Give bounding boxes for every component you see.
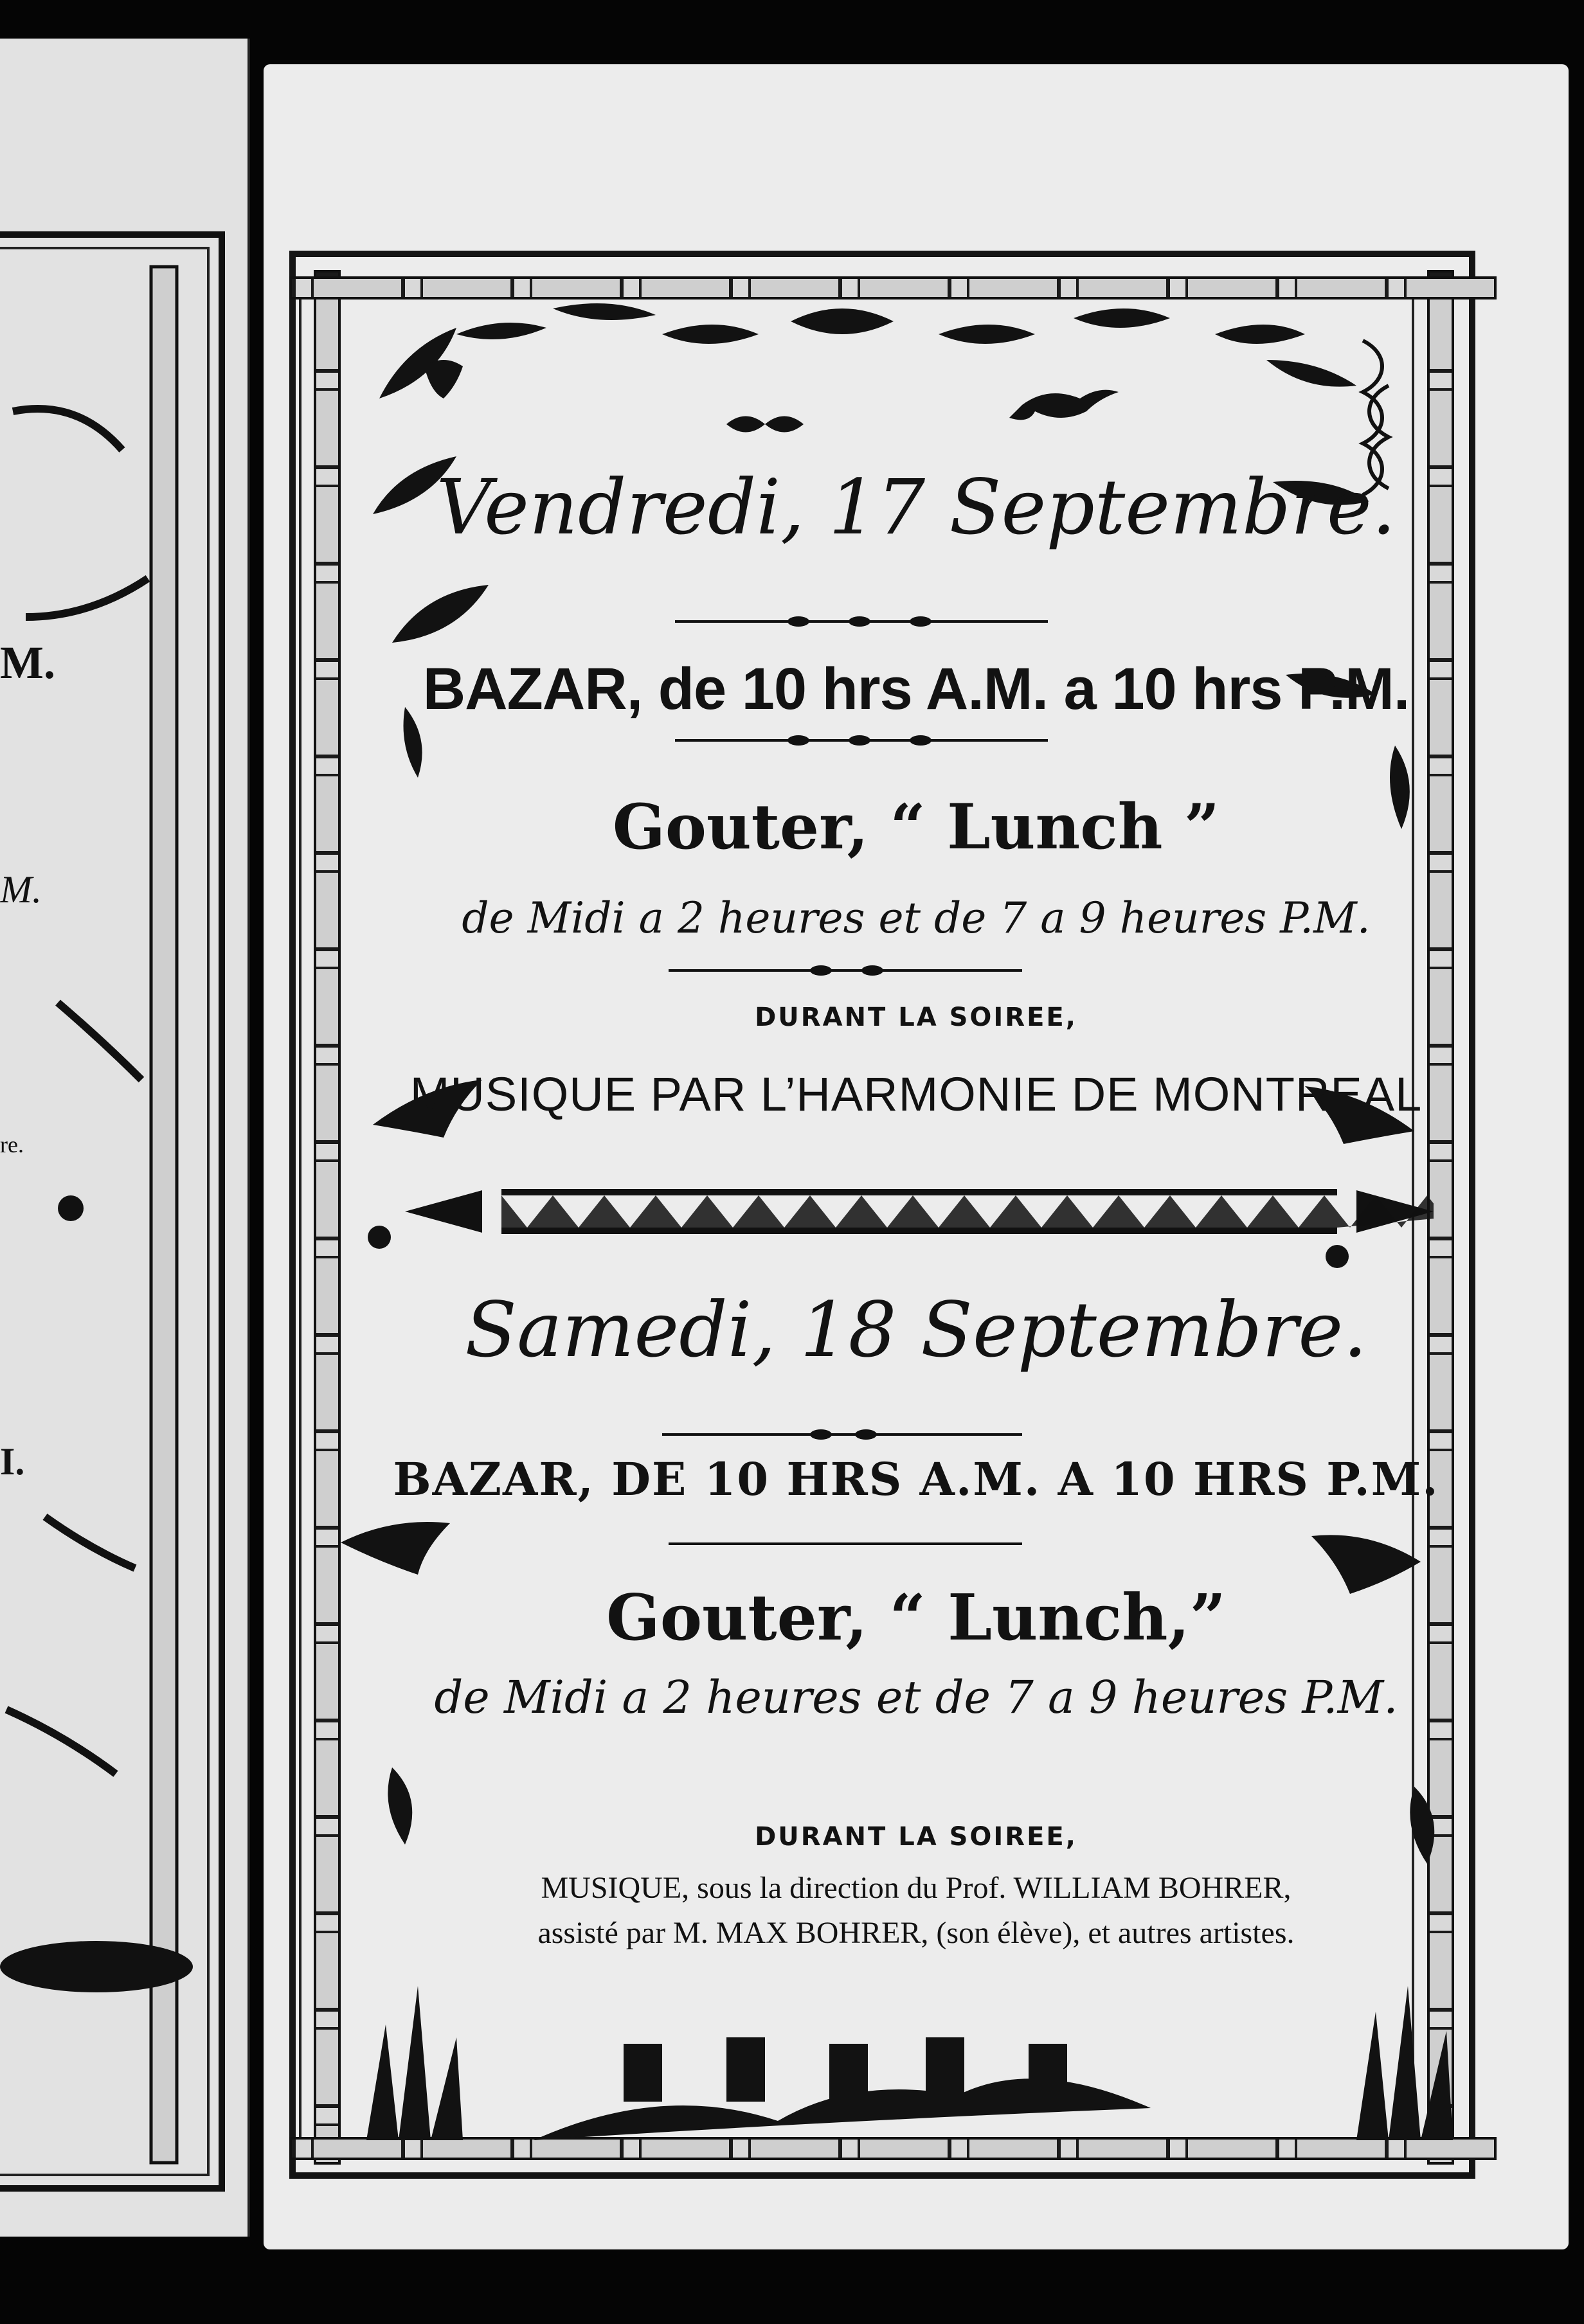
day1-heading: Vendredi, 17 Septembre. <box>436 463 1396 551</box>
day2-music-line2: assisté par M. MAX BOHRER, (son élève), et autres artistes. <box>537 1916 1295 1950</box>
left-fragment-2: M. <box>0 868 42 911</box>
left-fragment-1: M. <box>0 637 55 688</box>
day2-music-line1: MUSIQUE, sous la direction du Prof. WILLIAM BOHRER, <box>541 1871 1292 1905</box>
day2-bazar-hours: BAZAR, DE 10 HRS A.M. A 10 HRS P.M. <box>393 1452 1439 1506</box>
left-fragment-3: re. <box>0 1132 24 1158</box>
day1-music: MUSIQUE PAR L’HARMONIE DE MONTREAL <box>410 1068 1423 1121</box>
day1-gouter-lunch: Gouter, “ Lunch ” <box>612 791 1220 863</box>
zigzag-band <box>405 1183 1434 1240</box>
day1-lunch-hours: de Midi a 2 heures et de 7 a 9 heures P.M. <box>462 893 1371 943</box>
day1-bazar-hours: BAZAR, de 10 hrs A.M. a 10 hrs P.M. <box>422 656 1410 722</box>
day1-soiree-label: DURANT LA SOIREE, <box>755 1003 1077 1032</box>
left-page-fragment <box>0 39 250 2237</box>
day2-heading: Samedi, 18 Septembre. <box>465 1285 1367 1374</box>
day2-soiree-label: DURANT LA SOIREE, <box>755 1822 1077 1852</box>
divider-3 <box>669 969 1022 972</box>
left-fragment-4: I. <box>0 1440 25 1483</box>
day2-lunch-hours: de Midi a 2 heures et de 7 a 9 heures P.M. <box>434 1671 1398 1724</box>
divider-5 <box>669 1542 1022 1545</box>
program-page <box>264 64 1569 2249</box>
divider-1 <box>675 620 1048 623</box>
day2-gouter-lunch: Gouter, “ Lunch,” <box>606 1581 1226 1655</box>
divider-4 <box>662 1433 1022 1436</box>
left-page-ornaments <box>0 39 248 2237</box>
divider-2 <box>675 739 1048 742</box>
